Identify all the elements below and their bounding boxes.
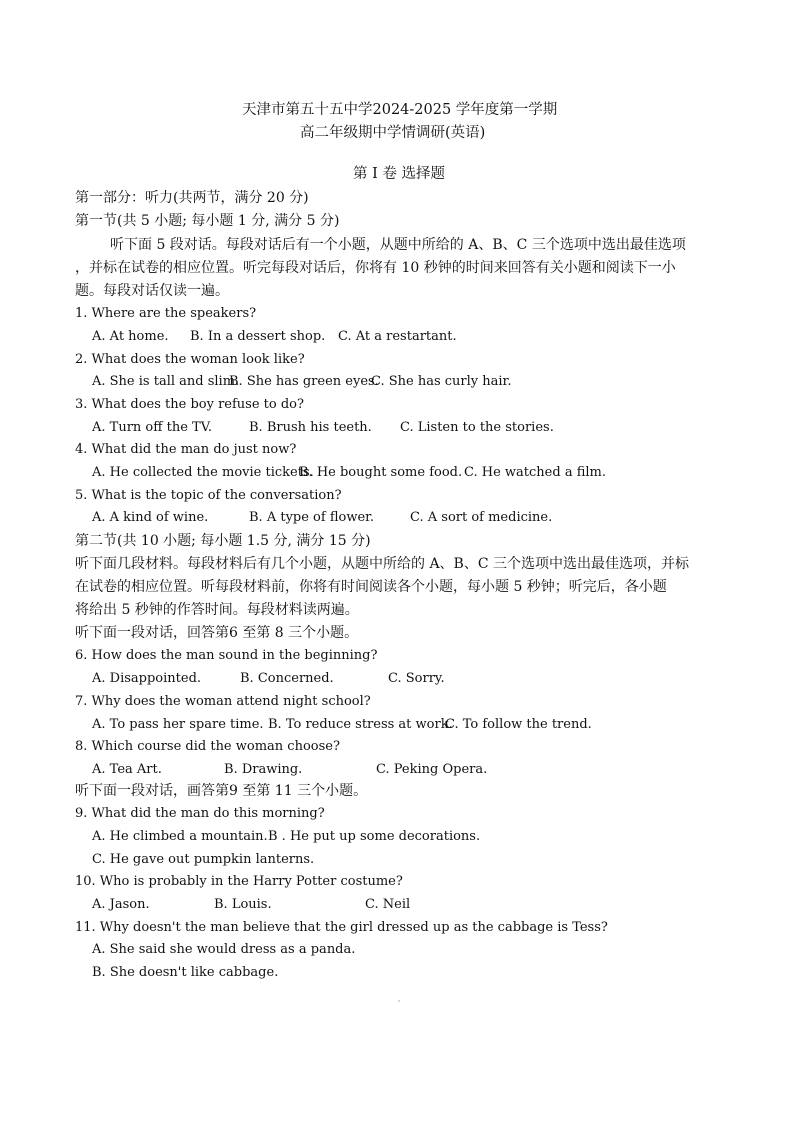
- part1-heading: 第一部分：听力(共两节，满分 20 分): [75, 190, 309, 206]
- q3-option-b: B. Brush his teeth.: [249, 420, 372, 435]
- question-4: 4. What did the man do just now?: [75, 442, 297, 457]
- q9-option-b: B . He put up some decorations.: [268, 829, 481, 844]
- question-7: 7. Why does the woman attend night school?: [75, 694, 371, 709]
- q8-option-c: C. Peking Opera.: [376, 762, 488, 777]
- q3-option-a: A. Turn off the TV.: [92, 420, 212, 435]
- q7-option-c: C. To follow the trend.: [445, 717, 592, 732]
- q7-option-b: B. To reduce stress at work.: [268, 717, 453, 732]
- q9-option-c: C. He gave out pumpkin lanterns.: [92, 852, 315, 867]
- passage-9-11-intro: 听下面一段对话，画答第9 至第 11 三个小题。: [75, 783, 368, 799]
- exam-title: 高二年级期中学情调研(英语): [300, 125, 486, 141]
- question-2: 2. What does the woman look like?: [75, 352, 305, 367]
- q8-option-b: B. Drawing.: [224, 762, 303, 777]
- q1-option-c: C. At a restartant.: [338, 329, 457, 344]
- question-6: 6. How does the man sound in the beginning?: [75, 648, 378, 663]
- question-8: 8. Which course did the woman choose?: [75, 739, 340, 754]
- q4-option-a: A. He collected the movie tickets.: [92, 465, 314, 480]
- volume-title: 第 I 卷 选择题: [353, 166, 446, 182]
- q8-option-a: A. Tea Art.: [92, 762, 162, 777]
- q2-option-c: C. She has curly hair.: [371, 374, 512, 389]
- q10-option-c: C. Neil: [365, 897, 411, 912]
- section2-instruction-3: 将给出 5 秒钟的作答时间。每段材料读两遍。: [75, 602, 359, 618]
- question-11: 11. Why doesn't the man believe that the girl dressed up as the cabbage is Tess?: [75, 920, 608, 935]
- section2-instruction-2: 在试卷的相应位置。听每段材料前，你将有时间阅读各个小题，每小题 5 秒钟；听完后，各小题: [75, 579, 667, 595]
- school-title: 天津市第五十五中学2024-2025 学年度第一学期: [242, 102, 558, 118]
- q6-option-c: C. Sorry.: [388, 671, 445, 686]
- q4-option-b: B. He bought some food.: [299, 465, 463, 480]
- question-3: 3. What does the boy refuse to do?: [75, 397, 304, 412]
- q4-option-c: C. He watched a film.: [464, 465, 606, 480]
- question-10: 10. Who is probably in the Harry Potter costume?: [75, 874, 403, 889]
- question-5: 5. What is the topic of the conversation?: [75, 488, 342, 503]
- q11-option-a: A. She said she would dress as a panda.: [92, 942, 356, 957]
- q1-option-b: B. In a dessert shop.: [190, 329, 326, 344]
- q6-option-a: A. Disappointed.: [92, 671, 202, 686]
- question-1: 1. Where are the speakers?: [75, 306, 257, 321]
- q5-option-c: C. A sort of medicine.: [410, 510, 553, 525]
- q2-option-a: A. She is tall and slim.: [92, 374, 240, 389]
- q1-option-a: A. At home.: [92, 329, 169, 344]
- q3-option-c: C. Listen to the stories.: [400, 420, 554, 435]
- q10-option-b: B. Louis.: [214, 897, 272, 912]
- q9-option-a: A. He climbed a mountain.: [92, 829, 268, 844]
- section1-heading: 第一节(共 5 小题; 每小题 1 分, 满分 5 分): [75, 213, 340, 229]
- section1-instruction-1: 听下面 5 段对话。每段对话后有一个小题，从题中所给的 A、B、C 三个选项中选出最佳选项: [110, 237, 686, 253]
- question-9: 9. What did the man do this morning?: [75, 806, 325, 821]
- section2-heading: 第二节(共 10 小题; 每小题 1.5 分, 满分 15 分): [75, 533, 371, 549]
- section2-instruction-1: 听下面几段材料。每段材料后有几个小题，从题中所给的 A、B、C 三个选项中选出最佳选项，并标: [75, 556, 690, 572]
- q6-option-b: B. Concerned.: [240, 671, 334, 686]
- passage-6-8-intro: 听下面一段对话，回答第6 至第 8 三个小题。: [75, 625, 359, 641]
- q2-option-b: B. She has green eyes.: [229, 374, 379, 389]
- q7-option-a: A. To pass her spare time.: [92, 717, 264, 732]
- q10-option-a: A. Jason.: [92, 897, 150, 912]
- scan-speck: [398, 1000, 400, 1002]
- q11-option-b: B. She doesn't like cabbage.: [92, 965, 279, 980]
- section1-instruction-2: ，并标在试卷的相应位置。听完每段对话后，你将有 10 秒钟的时间来回答有关小题和阅读下一小: [75, 260, 676, 276]
- q5-option-a: A. A kind of wine.: [92, 510, 209, 525]
- q5-option-b: B. A type of flower.: [249, 510, 375, 525]
- section1-instruction-3: 题。每段对话仅读一遍。: [75, 283, 229, 299]
